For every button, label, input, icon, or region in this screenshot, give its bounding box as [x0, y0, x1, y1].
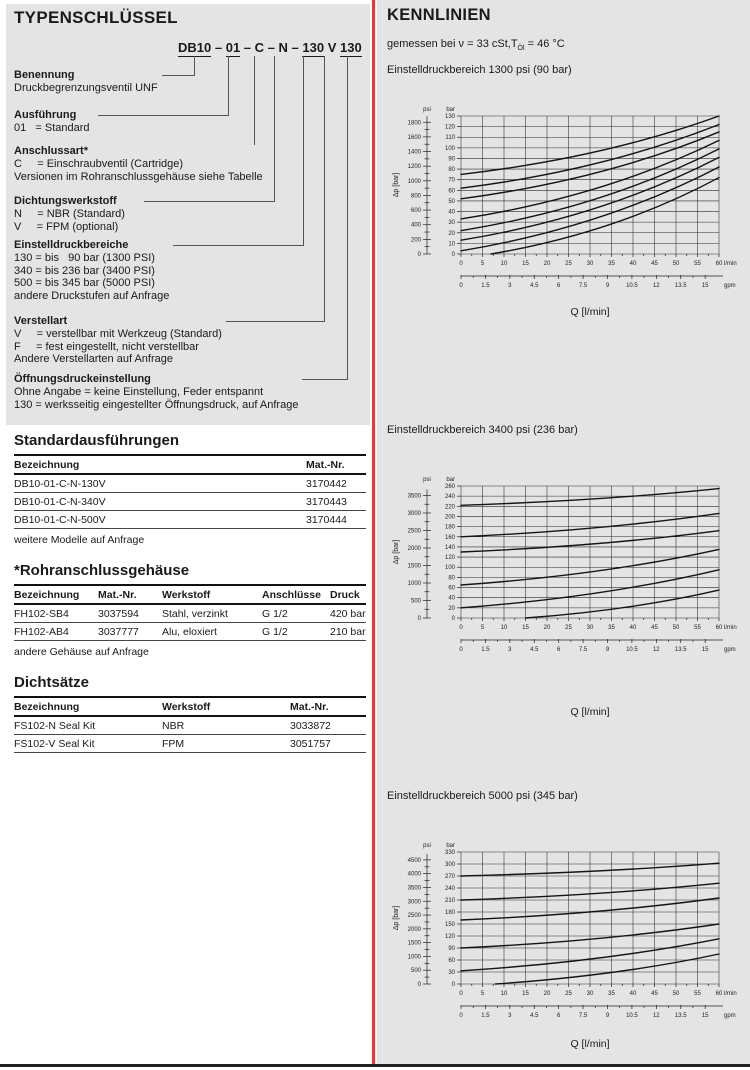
- svg-text:0: 0: [459, 991, 463, 997]
- svg-text:l/min: l/min: [724, 261, 737, 267]
- svg-text:13.5: 13.5: [674, 647, 687, 653]
- svg-text:600: 600: [410, 208, 421, 215]
- svg-text:25: 25: [565, 261, 572, 267]
- table-header-cell: Mat.-Nr.: [98, 586, 162, 605]
- svg-text:1600: 1600: [407, 134, 421, 141]
- svg-text:psi: psi: [423, 107, 431, 113]
- code-section: [14, 109, 94, 135]
- table-header-cell: Mat.-Nr.: [306, 456, 366, 475]
- svg-text:100: 100: [444, 565, 455, 572]
- svg-text:400: 400: [410, 222, 421, 229]
- svg-text:3: 3: [508, 283, 512, 289]
- code-part: 130: [340, 40, 362, 55]
- section-line: 130 = bis 90 bar (1300 PSI): [14, 252, 155, 264]
- table-cell: DB10-01-C-N-340V: [14, 493, 306, 511]
- svg-text:40: 40: [448, 209, 455, 216]
- svg-text:gpm: gpm: [724, 283, 736, 289]
- svg-text:6: 6: [556, 283, 561, 289]
- svg-text:l/min: l/min: [724, 625, 737, 631]
- svg-text:15: 15: [701, 647, 709, 653]
- svg-text:bar: bar: [446, 843, 455, 849]
- page-title-typenschluessel: TYPENSCHLÜSSEL: [14, 8, 178, 27]
- svg-text:270: 270: [444, 874, 455, 880]
- svg-text:psi: psi: [423, 843, 431, 849]
- svg-text:90: 90: [448, 946, 455, 952]
- section-line: 01 = Standard: [14, 122, 90, 134]
- table: [14, 454, 366, 529]
- svg-text:3500: 3500: [407, 885, 421, 892]
- code-section: [14, 239, 173, 302]
- table-cell: 3037594: [98, 605, 162, 623]
- section-heading: Dichtungswerkstoff: [14, 195, 117, 207]
- svg-text:40: 40: [629, 625, 637, 631]
- chart-title: Einstelldruckbereich 3400 psi (236 bar): [387, 424, 578, 436]
- svg-text:0: 0: [451, 982, 455, 988]
- svg-text:35: 35: [608, 991, 615, 997]
- svg-text:110: 110: [445, 135, 455, 142]
- table-header-cell: Bezeichnung: [14, 586, 98, 605]
- svg-text:20: 20: [543, 625, 551, 631]
- svg-text:10: 10: [448, 241, 455, 248]
- section-line: N = NBR (Standard): [14, 208, 125, 220]
- svg-text:Δp [bar]: Δp [bar]: [393, 172, 400, 198]
- section-heading: Anschlussart*: [14, 145, 88, 157]
- svg-text:10.5: 10.5: [626, 1013, 638, 1019]
- svg-text:70: 70: [448, 177, 455, 184]
- svg-text:0: 0: [459, 647, 463, 653]
- section-line: V = verstellbar mit Werkzeug (Standard): [14, 328, 222, 340]
- svg-text:210: 210: [444, 898, 455, 904]
- code-section: [14, 315, 226, 366]
- table-header-cell: Druck: [330, 586, 366, 605]
- svg-text:gpm: gpm: [724, 1013, 736, 1019]
- svg-text:13.5: 13.5: [674, 283, 687, 289]
- table-cell: DB10-01-C-N-130V: [14, 475, 306, 493]
- svg-text:45: 45: [651, 625, 658, 631]
- x-axis-label: Q [l/min]: [570, 706, 610, 718]
- curves-panel: [377, 0, 750, 1064]
- measurement-condition: gemessen bei ν = 33 $cSt,T_{Öl} = 46$ °C: [387, 38, 565, 53]
- table-cell: FPM: [162, 735, 290, 753]
- section-line: Druckbegrenzungsventil UNF: [14, 82, 158, 94]
- svg-text:psi: psi: [423, 477, 431, 483]
- svg-text:1200: 1200: [407, 164, 421, 171]
- code-part: V: [327, 40, 337, 55]
- table-title: Standardausführungen: [14, 432, 180, 449]
- table-cell: FS102-V Seal Kit: [14, 735, 162, 753]
- table-cell: 3170444: [306, 511, 366, 529]
- svg-text:45: 45: [651, 991, 658, 997]
- svg-text:30: 30: [586, 261, 594, 267]
- table-cell: 3033872: [290, 717, 366, 735]
- svg-text:3500: 3500: [407, 493, 421, 500]
- svg-text:0: 0: [459, 261, 463, 267]
- svg-text:40: 40: [448, 595, 455, 602]
- table-header-cell: Werkstoff: [162, 586, 262, 605]
- svg-text:0: 0: [451, 252, 455, 258]
- svg-text:240: 240: [444, 494, 455, 501]
- pressure-flow-chart-1300psi: [389, 104, 741, 299]
- svg-text:9: 9: [605, 647, 610, 653]
- svg-text:9: 9: [605, 283, 610, 289]
- code-part: N: [278, 40, 288, 55]
- svg-text:2500: 2500: [407, 528, 421, 535]
- svg-text:5: 5: [480, 625, 485, 631]
- svg-text:12: 12: [652, 647, 660, 653]
- svg-text:0: 0: [459, 1013, 463, 1019]
- svg-text:130: 130: [444, 114, 455, 120]
- table-title: *Rohranschlussgehäuse: [14, 562, 190, 579]
- svg-text:100: 100: [444, 145, 455, 152]
- tables-area: [14, 432, 366, 769]
- svg-text:bar: bar: [446, 477, 455, 483]
- svg-text:7.5: 7.5: [578, 283, 588, 289]
- table-header-cell: Mat.-Nr.: [290, 698, 366, 717]
- svg-text:40: 40: [629, 261, 637, 267]
- svg-text:80: 80: [448, 167, 455, 174]
- code-section: [14, 145, 267, 183]
- svg-text:5: 5: [480, 261, 485, 267]
- svg-text:7.5: 7.5: [578, 647, 588, 653]
- svg-text:500: 500: [410, 598, 421, 605]
- svg-text:9: 9: [605, 1013, 610, 1019]
- svg-text:15: 15: [701, 283, 709, 289]
- svg-text:40: 40: [629, 991, 637, 997]
- svg-text:4000: 4000: [407, 871, 421, 878]
- svg-text:1000: 1000: [407, 178, 421, 185]
- table-cell: 3051757: [290, 735, 366, 753]
- svg-text:60: 60: [715, 991, 723, 997]
- table: [14, 584, 366, 641]
- svg-text:120: 120: [444, 124, 455, 131]
- svg-text:60: 60: [715, 625, 723, 631]
- svg-text:55: 55: [694, 991, 701, 997]
- section-line: 340 = bis 236 bar (3400 PSI): [14, 264, 155, 277]
- svg-text:25: 25: [565, 625, 572, 631]
- svg-text:4.5: 4.5: [530, 1013, 539, 1019]
- svg-text:240: 240: [444, 886, 455, 892]
- pressure-flow-chart-3400psi: [389, 474, 741, 663]
- section-line: Versionen im Rohranschlussgehäuse siehe Tabelle: [14, 170, 263, 183]
- code-part: 130: [302, 40, 325, 55]
- svg-text:10: 10: [500, 991, 508, 997]
- svg-text:gpm: gpm: [724, 647, 736, 653]
- svg-text:80: 80: [448, 575, 455, 582]
- svg-text:60: 60: [448, 188, 455, 195]
- code-section: [14, 69, 162, 95]
- table-cell: Stahl, verzinkt: [162, 605, 262, 623]
- svg-text:20: 20: [448, 605, 455, 612]
- chart-title: Einstelldruckbereich 1300 psi (90 bar): [387, 64, 572, 76]
- svg-text:0: 0: [417, 252, 421, 258]
- svg-text:10: 10: [500, 625, 508, 631]
- svg-text:1.5: 1.5: [481, 283, 490, 289]
- section-line: andere Druckstufen auf Anfrage: [14, 289, 170, 302]
- svg-text:15: 15: [522, 261, 529, 267]
- svg-text:25: 25: [565, 991, 572, 997]
- svg-text:50: 50: [448, 198, 455, 205]
- svg-text:20: 20: [448, 230, 455, 237]
- table-cell: FH102-AB4: [14, 623, 98, 641]
- svg-text:4.5: 4.5: [530, 647, 539, 653]
- svg-text:0: 0: [417, 616, 421, 622]
- svg-text:500: 500: [410, 968, 421, 975]
- table-note: andere Gehäuse auf Anfrage: [14, 646, 149, 658]
- chart-title: Einstelldruckbereich 5000 psi (345 bar): [387, 790, 578, 802]
- column-divider: [372, 0, 375, 1064]
- pressure-flow-chart-5000psi: [389, 840, 741, 1029]
- section-line: V = FPM (optional): [14, 220, 119, 233]
- svg-text:15: 15: [522, 991, 529, 997]
- table-cell: 3170442: [306, 475, 366, 493]
- svg-text:10.5: 10.5: [626, 647, 638, 653]
- svg-text:12: 12: [652, 283, 660, 289]
- svg-text:50: 50: [672, 625, 680, 631]
- svg-text:260: 260: [444, 484, 455, 490]
- table-cell: G 1/2: [262, 623, 330, 641]
- svg-text:220: 220: [444, 504, 455, 511]
- svg-text:30: 30: [586, 625, 594, 631]
- svg-text:3000: 3000: [407, 510, 421, 517]
- table-title: Dichtsätze: [14, 674, 90, 691]
- table-header-cell: Bezeichnung: [14, 698, 162, 717]
- svg-text:Δp [bar]: Δp [bar]: [393, 539, 400, 565]
- svg-text:45: 45: [651, 261, 658, 267]
- page-title-kennlinien: KENNLINIEN: [387, 6, 491, 24]
- code-part: C: [254, 40, 265, 55]
- svg-text:300: 300: [444, 862, 455, 868]
- chart-svg: [389, 840, 741, 1024]
- svg-text:10: 10: [500, 261, 508, 267]
- table-cell: NBR: [162, 717, 290, 735]
- svg-text:1500: 1500: [407, 940, 421, 947]
- svg-text:30: 30: [448, 220, 455, 227]
- svg-text:12: 12: [652, 1013, 660, 1019]
- svg-text:4500: 4500: [407, 857, 421, 864]
- svg-text:1000: 1000: [407, 580, 421, 587]
- svg-text:800: 800: [410, 193, 421, 200]
- svg-text:2500: 2500: [407, 913, 421, 920]
- table-cell: DB10-01-C-N-500V: [14, 511, 306, 529]
- svg-text:60: 60: [448, 958, 455, 964]
- svg-text:3: 3: [508, 1013, 512, 1019]
- table-cell: FS102-N Seal Kit: [14, 717, 162, 735]
- table: [14, 696, 366, 753]
- svg-text:1.5: 1.5: [481, 1013, 490, 1019]
- svg-text:2000: 2000: [407, 926, 421, 933]
- x-axis-label: Q [l/min]: [570, 1038, 610, 1050]
- svg-text:90: 90: [448, 156, 455, 163]
- svg-text:4.5: 4.5: [530, 283, 539, 289]
- svg-text:20: 20: [543, 261, 551, 267]
- svg-text:bar: bar: [446, 107, 455, 113]
- table-header-cell: Anschlüsse: [262, 586, 330, 605]
- svg-text:15: 15: [522, 625, 529, 631]
- svg-text:2000: 2000: [407, 545, 421, 552]
- svg-text:3000: 3000: [407, 899, 421, 906]
- x-axis-label: Q [l/min]: [570, 306, 610, 318]
- svg-text:13.5: 13.5: [674, 1013, 687, 1019]
- type-key-panel: [6, 4, 370, 425]
- table-cell: Alu, eloxiert: [162, 623, 262, 641]
- table-cell: G 1/2: [262, 605, 330, 623]
- svg-text:6: 6: [556, 1013, 561, 1019]
- order-code: DB10 – 01 – C – N – 130 V 130: [178, 40, 362, 55]
- section-line: Andere Verstellarten auf Anfrage: [14, 353, 173, 365]
- svg-text:0: 0: [417, 982, 421, 988]
- table-cell: 3037777: [98, 623, 162, 641]
- section-heading: Ausführung: [14, 109, 77, 121]
- table-cell: FH102-SB4: [14, 605, 98, 623]
- svg-text:30: 30: [586, 991, 594, 997]
- svg-text:180: 180: [444, 910, 455, 916]
- svg-text:15: 15: [701, 1013, 709, 1019]
- svg-text:200: 200: [444, 514, 455, 521]
- svg-text:120: 120: [444, 934, 455, 940]
- section-line: C = Einschraubventil (Cartridge): [14, 158, 184, 170]
- svg-text:1.5: 1.5: [481, 647, 490, 653]
- svg-text:60: 60: [715, 261, 723, 267]
- pressure-curve: [526, 590, 720, 618]
- svg-text:0: 0: [451, 616, 455, 622]
- svg-text:120: 120: [444, 555, 455, 562]
- table-note: weitere Modelle auf Anfrage: [14, 534, 145, 546]
- svg-text:330: 330: [444, 850, 455, 856]
- svg-text:55: 55: [694, 261, 701, 267]
- table-header-cell: Werkstoff: [162, 698, 290, 717]
- code-section: [14, 195, 129, 233]
- chart-svg: [389, 104, 741, 294]
- table-cell: 3170443: [306, 493, 366, 511]
- svg-text:200: 200: [410, 237, 421, 244]
- svg-text:50: 50: [672, 261, 680, 267]
- svg-text:35: 35: [608, 261, 615, 267]
- svg-text:150: 150: [444, 922, 455, 928]
- section-heading: Verstellart: [14, 315, 68, 327]
- svg-text:30: 30: [448, 970, 455, 976]
- svg-text:6: 6: [556, 647, 561, 653]
- page-bottom-rule: [0, 1064, 750, 1067]
- svg-text:60: 60: [448, 585, 455, 592]
- svg-text:7.5: 7.5: [578, 1013, 588, 1019]
- svg-text:l/min: l/min: [724, 991, 737, 997]
- table-cell: 210 bar: [330, 623, 366, 641]
- pressure-curve: [495, 954, 719, 984]
- section-line: Ohne Angabe = keine Einstellung, Feder entspannt: [14, 386, 264, 398]
- section-heading: Einstelldruckbereiche: [14, 239, 129, 251]
- svg-text:20: 20: [543, 991, 551, 997]
- svg-text:10.5: 10.5: [626, 283, 638, 289]
- svg-text:180: 180: [444, 524, 455, 531]
- chart-svg: [389, 474, 741, 658]
- code-part: DB10: [178, 40, 212, 55]
- svg-text:5: 5: [480, 991, 485, 997]
- svg-text:Δp [bar]: Δp [bar]: [393, 905, 400, 931]
- svg-text:140: 140: [444, 544, 455, 551]
- svg-text:0: 0: [459, 625, 463, 631]
- table-cell: 420 bar: [330, 605, 366, 623]
- section-line: 130 = werksseitig eingestellter Öffnungsdruck, auf Anfrage: [14, 398, 299, 411]
- code-part: 01: [225, 40, 241, 55]
- svg-text:1000: 1000: [407, 954, 421, 961]
- code-section: [14, 373, 302, 411]
- svg-text:1400: 1400: [407, 149, 421, 156]
- svg-text:1500: 1500: [407, 563, 421, 570]
- svg-text:3: 3: [508, 647, 512, 653]
- svg-text:160: 160: [444, 534, 455, 541]
- svg-text:50: 50: [672, 991, 680, 997]
- section-line: 500 = bis 345 bar (5000 PSI): [14, 277, 155, 289]
- section-heading: Öffnungsdruckeinstellung: [14, 373, 151, 385]
- svg-text:1800: 1800: [407, 120, 421, 127]
- section-line: F = fest eingestellt, nicht verstellbar: [14, 340, 199, 353]
- section-heading: Benennung: [14, 69, 75, 81]
- svg-text:0: 0: [459, 283, 463, 289]
- svg-text:35: 35: [608, 625, 615, 631]
- table-header-cell: Bezeichnung: [14, 456, 306, 475]
- svg-text:55: 55: [694, 625, 701, 631]
